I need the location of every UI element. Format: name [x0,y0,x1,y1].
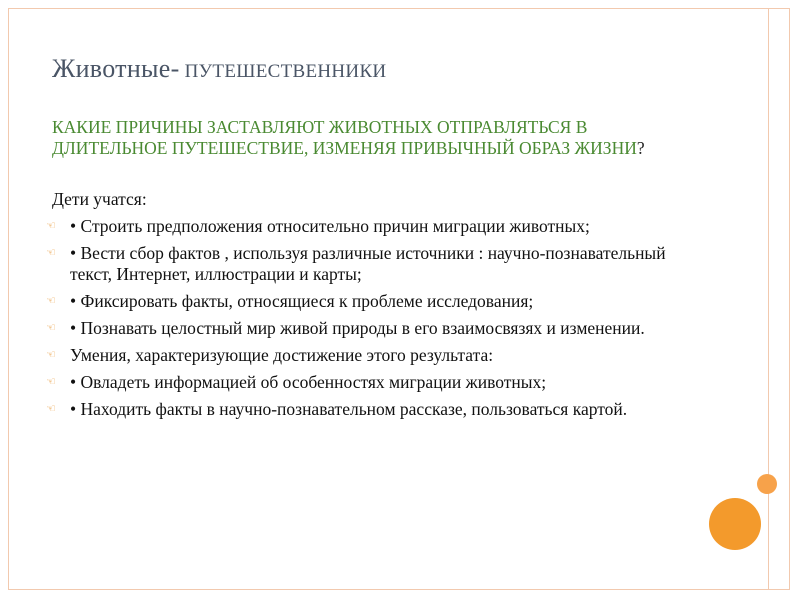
decor-circle-small [757,474,777,494]
slide-title [52,54,386,84]
arrow-bullet-icon: ☜ [46,402,56,415]
list-item [46,216,692,237]
list-item-text: Умения, характеризующие достижение этого результата: [70,345,494,365]
list-heading: Дети учатся: [52,189,147,209]
list-item-text: • Находить факты в научно-познавательном рассказе, пользоваться картой. [70,399,628,419]
list-item-text: • Познавать целостный мир живой природы в его взаимосвязях и изменении. [70,318,645,338]
title-main: Животные- [52,54,180,83]
question-mark: ? [636,137,645,158]
list-item [46,345,692,366]
side-decor-line [768,8,769,590]
list-item [46,243,692,285]
arrow-bullet-icon: ☜ [46,219,56,232]
arrow-bullet-icon: ☜ [46,375,56,388]
arrow-bullet-icon: ☜ [46,321,56,334]
list-item-text: • Строить предположения относительно причин миграции животных; [70,216,590,236]
list-item [46,318,692,339]
arrow-bullet-icon: ☜ [46,246,56,259]
list-item-text: • Вести сбор фактов , используя различные источники : научно-познавательный текст, Интернет, иллюстрации и карты; [70,243,666,284]
title-small: ПУТЕШЕСТВЕННИКИ [179,61,387,82]
list-item-text: • Овладеть информацией об особенностях миграции животных; [70,372,547,392]
list-item [46,291,692,312]
list-item [46,372,692,393]
arrow-bullet-icon: ☜ [46,348,56,361]
question-text [52,117,672,158]
list-item [46,399,692,420]
decor-circle-big [709,498,761,550]
list-item-text: • Фиксировать факты, относящиеся к проблеме исследования; [70,291,534,311]
arrow-bullet-icon: ☜ [46,294,56,307]
question-body: КАКИЕ ПРИЧИНЫ ЗАСТАВЛЯЮТ ЖИВОТНЫХ ОТПРАВЛЯТЬСЯ В ДЛИТЕЛЬНОЕ ПУТЕШЕСТВИЕ, ИЗМЕНЯЯ ПРИВЫЧНЫЙ ОБРАЗ ЖИЗНИ [52,117,637,158]
content-list [46,189,692,426]
